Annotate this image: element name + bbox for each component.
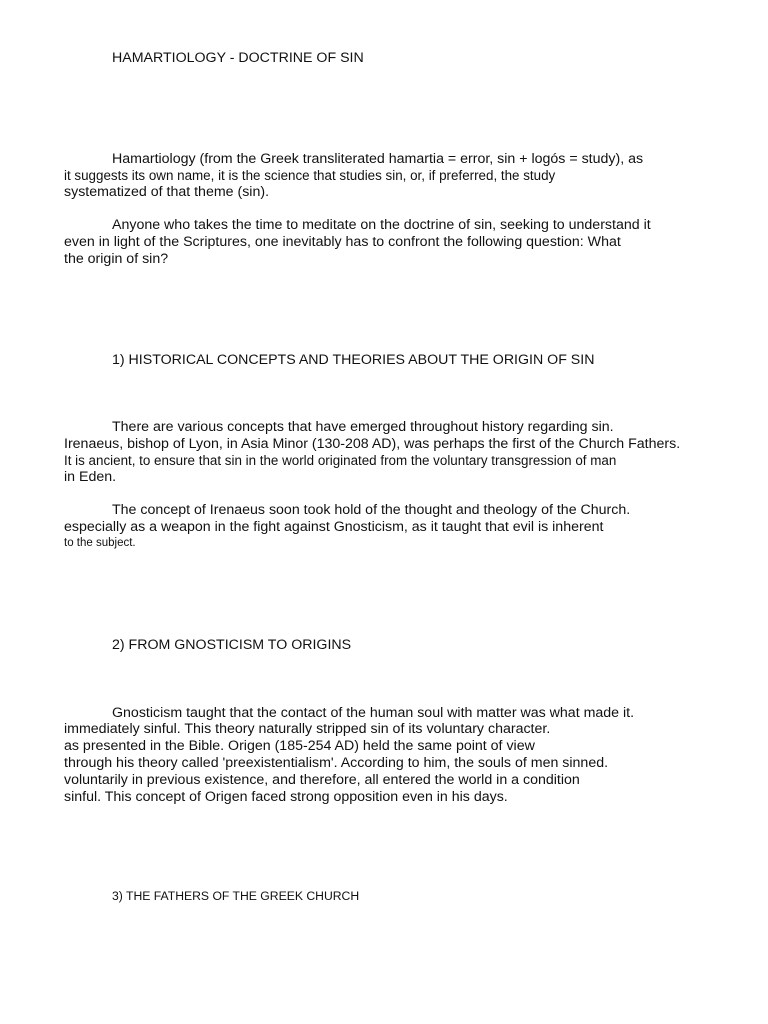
paragraph-line: Irenaeus, bishop of Lyon, in Asia Minor (130-208 AD), was perhaps the first of the Church Fathers. [64,436,681,452]
paragraph-line: even in light of the Scriptures, one inevitably has to confront the following question: What [64,234,621,250]
paragraph-line: The concept of Irenaeus soon took hold of the thought and theology of the Church. [112,502,631,518]
section-heading: 3) THE FATHERS OF THE GREEK CHURCH [112,889,360,903]
paragraph-line: it suggests its own name, it is the science that studies sin, or, if preferred, the study [64,168,556,183]
paragraph-line: especially as a weapon in the fight against Gnosticism, as it taught that evil is inherent [64,519,604,535]
paragraph-line: Anyone who takes the time to meditate on the doctrine of sin, seeking to understand it [112,217,651,233]
paragraph-line: systematized of that theme (sin). [64,184,270,200]
paragraph-line: as presented in the Bible. Origen (185-254 AD) held the same point of view [64,738,535,754]
section-heading: 1) HISTORICAL CONCEPTS AND THEORIES ABOUT THE ORIGIN OF SIN [112,352,595,368]
paragraph-line: It is ancient, to ensure that sin in the world originated from the voluntary transgression of man [64,453,617,468]
section-heading: 2) FROM GNOSTICISM TO ORIGINS [112,637,352,653]
document-title: HAMARTIOLOGY - DOCTRINE OF SIN [112,50,364,66]
paragraph-line: Gnosticism taught that the contact of the human soul with matter was what made it. [112,705,635,721]
paragraph-line: sinful. This concept of Origen faced strong opposition even in his days. [64,789,508,805]
paragraph-line: the origin of sin? [64,251,169,267]
paragraph-line: Hamartiology (from the Greek transliterated hamartia = error, sin + logós = study), as [112,151,644,167]
paragraph-line: in Eden. [64,469,117,485]
paragraph-line: to the subject. [64,537,136,549]
paragraph-line: voluntarily in previous existence, and therefore, all entered the world in a condition [64,772,580,788]
paragraph-line: immediately sinful. This theory naturally stripped sin of its voluntary character. [64,721,551,737]
paragraph-line: through his theory called 'preexistentialism'. According to him, the souls of men sinned. [64,755,609,771]
paragraph-line: There are various concepts that have emerged throughout history regarding sin. [112,419,614,435]
